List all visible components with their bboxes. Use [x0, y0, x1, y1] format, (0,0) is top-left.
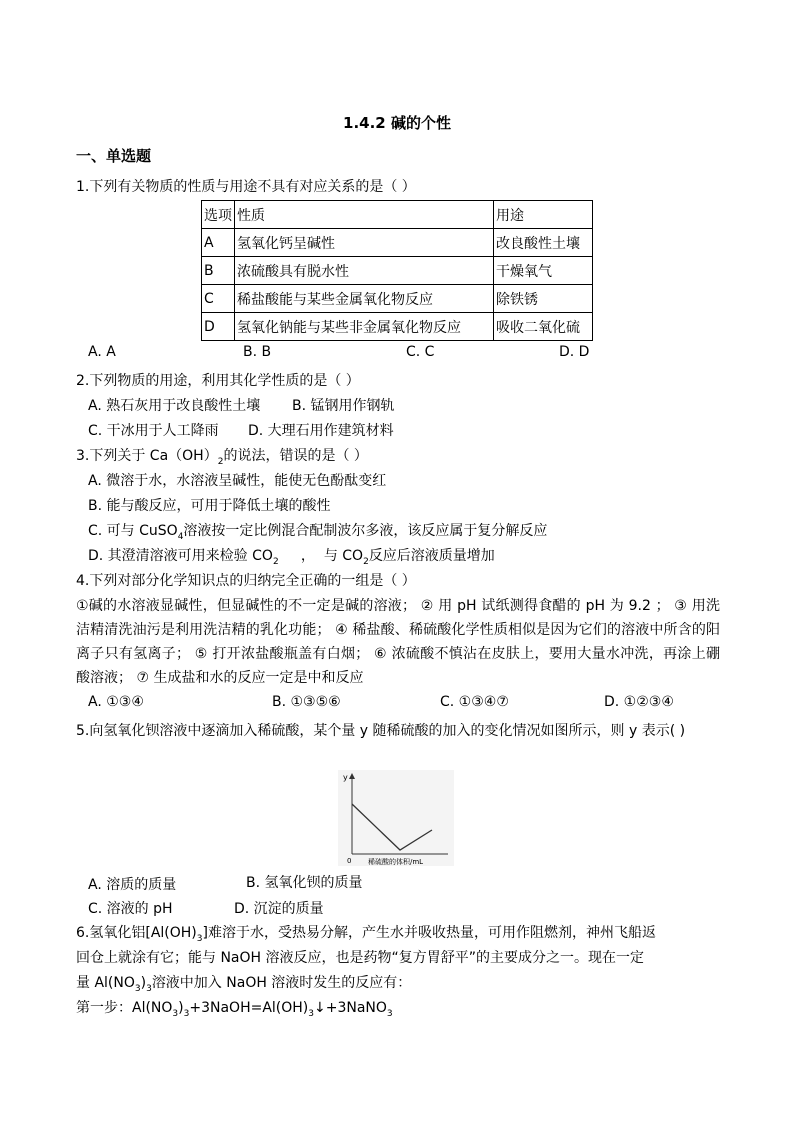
- subscript: 2: [363, 556, 369, 567]
- text: 溶液中加入 NaOH 溶液时发生的反应有：: [151, 975, 412, 991]
- q6-reaction-step-1: [76, 997, 393, 1025]
- table-cell: D: [202, 313, 235, 341]
- table-header-cell: 选项: [202, 201, 235, 229]
- q2-option-c[interactable]: C. 干冰用于人工降雨: [88, 423, 219, 439]
- text: ↓+3NaNO: [314, 1000, 387, 1016]
- subscript: 3: [183, 1008, 190, 1019]
- table-cell: 改良酸性土壤: [494, 229, 593, 257]
- origin-label: 0: [347, 857, 352, 865]
- table-cell: 氢氧化钠能与某些非金属氧化物反应: [235, 313, 494, 341]
- text: 第一步：Al(NO: [76, 1000, 173, 1016]
- q5-option-d[interactable]: D. 沉淀的质量: [234, 901, 324, 917]
- q1-option-a[interactable]: A. A: [88, 344, 116, 360]
- q5-option-a[interactable]: A. 溶质的质量: [88, 877, 177, 893]
- section-heading: 一、单选题: [76, 147, 152, 165]
- q5-stem: 5.向氢氧化钡溶液中逐滴加入稀硫酸，某个量 y 随稀硫酸的加入的变化情况如图所示，则 y 表示( ): [76, 723, 686, 739]
- subscript: 4: [177, 531, 184, 542]
- q4-option-b[interactable]: B. ①③⑤⑥: [272, 694, 341, 710]
- q3-option-a[interactable]: A. 微溶于水，水溶液呈碱性，能使无色酚酞变红: [88, 473, 387, 489]
- q1-stem: 1.下列有关物质的性质与用途不具有对应关系的是（ ）: [76, 179, 416, 195]
- q3-option-c[interactable]: [88, 520, 547, 548]
- q3-option-b[interactable]: B. 能与酸反应，可用于降低土壤的酸性: [88, 498, 331, 514]
- text: ): [178, 1000, 184, 1016]
- text: ): [140, 975, 147, 991]
- q1-option-b[interactable]: B. B: [243, 344, 272, 360]
- text: 6.氢氧化铝[Al(OH): [76, 925, 197, 941]
- q5-option-c[interactable]: C. 溶液的 pH: [88, 901, 173, 917]
- y-axis-label: y: [343, 773, 348, 782]
- table-cell: 氢氧化钙呈碱性: [235, 229, 494, 257]
- q3-stem-text: 的说法，错误的是（ ）: [223, 448, 368, 464]
- q1-option-d[interactable]: D. D: [559, 344, 590, 360]
- q5-graph-svg: [338, 770, 454, 866]
- subscript: 3: [386, 1008, 393, 1019]
- x-axis-label: 稀硫酸的体积/mL: [368, 858, 424, 866]
- option-text: ， 与 CO: [278, 548, 364, 564]
- table-row: [202, 313, 593, 341]
- q5-option-b[interactable]: B. 氢氧化钡的质量: [246, 875, 363, 891]
- text: 量 Al(NO: [76, 975, 135, 991]
- subscript: 3: [196, 933, 203, 944]
- q4-option-c[interactable]: C. ①③④⑦: [440, 694, 509, 710]
- subscript: 2: [272, 556, 279, 567]
- q4-option-a[interactable]: A. ①③④: [88, 694, 144, 710]
- table-cell: 稀盐酸能与某些金属氧化物反应: [235, 285, 494, 313]
- q3-option-d[interactable]: [88, 545, 495, 573]
- table-row: [202, 285, 593, 313]
- q1-table: [201, 200, 593, 341]
- option-text: 反应后溶液质量增加: [368, 548, 495, 564]
- table-cell: B: [202, 257, 235, 285]
- subscript: 3: [146, 983, 152, 994]
- table-row: [202, 257, 593, 285]
- text: ]难溶于水，受热易分解，产生水并吸收热量，可用作阻燃剂，神州飞船返: [202, 925, 656, 941]
- option-text: 溶液按一定比例混合配制波尔多液，该反应属于复分解反应: [183, 523, 548, 539]
- table-row: [202, 229, 593, 257]
- curve: [352, 804, 432, 850]
- table-header-cell: 性质: [235, 201, 494, 229]
- y-axis-arrow: [349, 773, 355, 779]
- q5-graph: [338, 770, 454, 866]
- table-cell: 除铁锈: [494, 285, 593, 313]
- q4-stem: 4.下列对部分化学知识点的归纳完全正确的一组是（ ）: [76, 573, 416, 589]
- table-cell: C: [202, 285, 235, 313]
- q3-stem-text: 3.下列关于 Ca（OH）: [76, 448, 218, 464]
- option-text: D. 其澄清溶液可用来检验 CO: [88, 548, 273, 564]
- q6-line-1: [76, 922, 656, 950]
- q6-line-2: 回仓上就涂有它；能与 NaOH 溶液反应，也是药物“复方胃舒平”的主要成分之一。现在一定: [76, 950, 645, 966]
- table-header-row: [202, 201, 593, 229]
- page-title: 1.4.2 碱的个性: [343, 114, 451, 132]
- q2-option-a[interactable]: A. 熟石灰用于改良酸性土壤: [88, 398, 261, 414]
- q6-line-3: [76, 972, 411, 1000]
- table-cell: 浓硫酸具有脱水性: [235, 257, 494, 285]
- table-cell: A: [202, 229, 235, 257]
- text: +3NaOH=Al(OH): [189, 1000, 309, 1016]
- table-header-cell: 用途: [494, 201, 593, 229]
- table-cell: 干燥氧气: [494, 257, 593, 285]
- q2-stem: 2.下列物质的用途，利用其化学性质的是（ ）: [76, 373, 360, 389]
- subscript: 3: [308, 1008, 314, 1019]
- q2-option-b[interactable]: B. 锰钢用作钢轨: [292, 398, 395, 414]
- q2-option-d[interactable]: D. 大理石用作建筑材料: [248, 423, 394, 439]
- q4-option-d[interactable]: D. ①②③④: [604, 694, 674, 710]
- q4-body: ①碱的水溶液显碱性，但显碱性的不一定是碱的溶液； ② 用 pH 试纸测得食醋的 pH 为 9.2 ； ③ 用洗洁精清洗油污是利用洗洁精的乳化功能； ④ 稀盐酸、稀硫酸化学性质相似是因为它们的溶液中所含的阳离子只有氢离子； ⑤ 打开浓盐酸瓶盖有白烟； ⑥ 浓硫酸不慎沾在皮肤上，要用大量水冲洗，再涂上硼酸溶液； ⑦ 生成盐和水的反应一定是中和反应: [76, 598, 720, 686]
- q1-option-c[interactable]: C. C: [406, 344, 435, 360]
- option-text: C. 可与 CuSO: [88, 523, 178, 539]
- q3-stem: [76, 445, 368, 473]
- subscript: 3: [134, 983, 141, 994]
- subscript: 3: [172, 1008, 179, 1019]
- table-cell: 吸收二氧化硫: [494, 313, 593, 341]
- subscript: 2: [217, 456, 224, 467]
